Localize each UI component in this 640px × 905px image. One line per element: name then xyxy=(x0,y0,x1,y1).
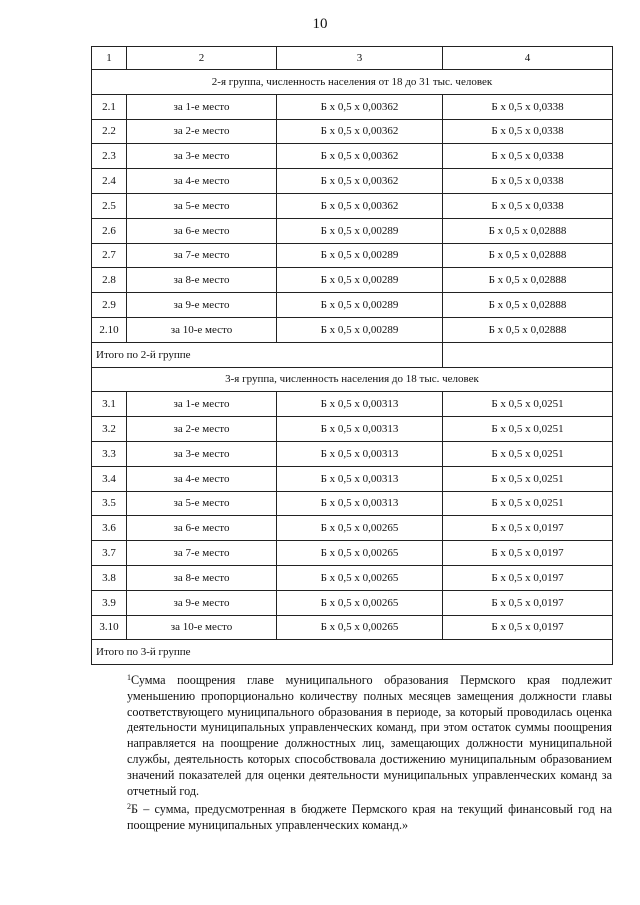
page-number: 10 xyxy=(312,16,328,32)
footnote-1-text: Сумма поощрения главе муниципального образования Пермского края подлежит уменьшению пропорционально количеству полных месяцев замещения должности главы соответствующего муниципального образования в периоде, за который проводилась оценка деятельности муниципальных управленческих команд, при этом остаток суммы поощрения направляется на поощрение должностных лиц, замещающих должности муниципальной службы, деятельность которых способствовала достижению муниципальным образованием значений показателей для оценки деятельности муниципальных управленческих команд за отчетный год. xyxy=(127,673,612,798)
row-number: 3.3 xyxy=(92,441,127,466)
place-cell: за 8-е место xyxy=(127,565,277,590)
group-title-row xyxy=(92,70,613,95)
formula-cell: Б х 0,5 х 0,00313 xyxy=(277,392,443,417)
row-number: 2.6 xyxy=(92,218,127,243)
table-row xyxy=(92,218,613,243)
formula-cell: Б х 0,5 х 0,0338 xyxy=(443,193,613,218)
place-cell: за 2-е место xyxy=(127,417,277,442)
place-cell: за 7-е место xyxy=(127,541,277,566)
header-cell: 3 xyxy=(277,47,443,70)
table-body xyxy=(92,47,613,665)
formula-cell: Б х 0,5 х 0,00313 xyxy=(277,466,443,491)
place-cell: за 10-е место xyxy=(127,615,277,640)
group-3-title: 3-я группа, численность населения до 18 тыс. человек xyxy=(92,367,613,392)
footnote-1 xyxy=(91,670,612,799)
formula-cell: Б х 0,5 х 0,0251 xyxy=(443,466,613,491)
table-header-row xyxy=(92,47,613,70)
row-number: 2.3 xyxy=(92,144,127,169)
place-cell: за 7-е место xyxy=(127,243,277,268)
total-row xyxy=(92,640,613,665)
formula-cell: Б х 0,5 х 0,00313 xyxy=(277,441,443,466)
formula-cell: Б х 0,5 х 0,00265 xyxy=(277,516,443,541)
footnote-1-mark: 1 xyxy=(127,673,131,682)
formula-cell: Б х 0,5 х 0,0251 xyxy=(443,441,613,466)
table-row xyxy=(92,615,613,640)
formula-cell: Б х 0,5 х 0,0197 xyxy=(443,565,613,590)
formula-cell: Б х 0,5 х 0,02888 xyxy=(443,268,613,293)
table-row xyxy=(92,541,613,566)
table-row xyxy=(92,317,613,342)
table-row xyxy=(92,243,613,268)
formula-cell: Б х 0,5 х 0,02888 xyxy=(443,317,613,342)
header-cell: 1 xyxy=(92,47,127,70)
formula-cell: Б х 0,5 х 0,0197 xyxy=(443,615,613,640)
formula-cell: Б х 0,5 х 0,02888 xyxy=(443,293,613,318)
formula-cell: Б х 0,5 х 0,0197 xyxy=(443,590,613,615)
formula-cell: Б х 0,5 х 0,02888 xyxy=(443,243,613,268)
formula-cell: Б х 0,5 х 0,0338 xyxy=(443,144,613,169)
table-row xyxy=(92,268,613,293)
footnote-2 xyxy=(91,799,612,834)
header-cell: 4 xyxy=(443,47,613,70)
formula-cell: Б х 0,5 х 0,00289 xyxy=(277,293,443,318)
row-number: 2.5 xyxy=(92,193,127,218)
footnote-2-text: Б – сумма, предусмотренная в бюджете Пермского края на текущий финансовый год на поощрение муниципальных управленческих команд.» xyxy=(127,802,612,833)
place-cell: за 9-е место xyxy=(127,293,277,318)
row-number: 2.10 xyxy=(92,317,127,342)
formula-cell: Б х 0,5 х 0,00362 xyxy=(277,193,443,218)
formula-cell: Б х 0,5 х 0,0338 xyxy=(443,119,613,144)
formula-cell: Б х 0,5 х 0,00289 xyxy=(277,243,443,268)
table-row xyxy=(92,119,613,144)
place-cell: за 4-е место xyxy=(127,169,277,194)
formula-cell: Б х 0,5 х 0,00265 xyxy=(277,565,443,590)
row-number: 2.8 xyxy=(92,268,127,293)
place-cell: за 8-е место xyxy=(127,268,277,293)
row-number: 2.7 xyxy=(92,243,127,268)
group-title-row xyxy=(92,367,613,392)
table-row xyxy=(92,516,613,541)
formula-cell: Б х 0,5 х 0,00362 xyxy=(277,119,443,144)
total-row xyxy=(92,342,613,367)
row-number: 2.1 xyxy=(92,94,127,119)
formula-cell: Б х 0,5 х 0,0338 xyxy=(443,169,613,194)
table-row xyxy=(92,466,613,491)
table-row xyxy=(92,169,613,194)
table-row xyxy=(92,392,613,417)
place-cell: за 3-е место xyxy=(127,441,277,466)
place-cell: за 6-е место xyxy=(127,218,277,243)
formula-cell: Б х 0,5 х 0,0197 xyxy=(443,516,613,541)
table-row xyxy=(92,193,613,218)
row-number: 3.10 xyxy=(92,615,127,640)
formula-cell: Б х 0,5 х 0,0338 xyxy=(443,94,613,119)
table-row xyxy=(92,590,613,615)
table-row xyxy=(92,417,613,442)
place-cell: за 1-е место xyxy=(127,392,277,417)
table-row xyxy=(92,565,613,590)
place-cell: за 6-е место xyxy=(127,516,277,541)
row-number: 3.8 xyxy=(92,565,127,590)
group-2-title: 2-я группа, численность населения от 18 до 31 тыс. человек xyxy=(92,70,613,95)
formula-cell: Б х 0,5 х 0,0251 xyxy=(443,417,613,442)
place-cell: за 3-е место xyxy=(127,144,277,169)
row-number: 3.5 xyxy=(92,491,127,516)
place-cell: за 1-е место xyxy=(127,94,277,119)
formula-cell: Б х 0,5 х 0,00289 xyxy=(277,218,443,243)
row-number: 3.7 xyxy=(92,541,127,566)
place-cell: за 5-е место xyxy=(127,491,277,516)
place-cell: за 2-е место xyxy=(127,119,277,144)
formula-cell: Б х 0,5 х 0,0251 xyxy=(443,491,613,516)
table-row xyxy=(92,94,613,119)
reward-table xyxy=(91,46,613,665)
table-row xyxy=(92,293,613,318)
formula-cell: Б х 0,5 х 0,00362 xyxy=(277,94,443,119)
row-number: 3.6 xyxy=(92,516,127,541)
formula-cell: Б х 0,5 х 0,00265 xyxy=(277,590,443,615)
place-cell: за 9-е место xyxy=(127,590,277,615)
group-3-total: Итого по 3-й группе xyxy=(92,640,613,665)
row-number: 2.2 xyxy=(92,119,127,144)
formula-cell: Б х 0,5 х 0,00313 xyxy=(277,417,443,442)
place-cell: за 10-е место xyxy=(127,317,277,342)
total-value-cell xyxy=(443,342,613,367)
table-row xyxy=(92,144,613,169)
row-number: 3.4 xyxy=(92,466,127,491)
row-number: 3.9 xyxy=(92,590,127,615)
group-2-total: Итого по 2-й группе xyxy=(92,342,443,367)
footnotes xyxy=(91,670,612,834)
formula-cell: Б х 0,5 х 0,00265 xyxy=(277,541,443,566)
row-number: 2.4 xyxy=(92,169,127,194)
table-row xyxy=(92,491,613,516)
formula-cell: Б х 0,5 х 0,00289 xyxy=(277,317,443,342)
formula-cell: Б х 0,5 х 0,00265 xyxy=(277,615,443,640)
formula-cell: Б х 0,5 х 0,00313 xyxy=(277,491,443,516)
row-number: 3.2 xyxy=(92,417,127,442)
formula-cell: Б х 0,5 х 0,00362 xyxy=(277,169,443,194)
header-cell: 2 xyxy=(127,47,277,70)
footnote-2-mark: 2 xyxy=(127,802,131,812)
table-row xyxy=(92,441,613,466)
formula-cell: Б х 0,5 х 0,0197 xyxy=(443,541,613,566)
place-cell: за 4-е место xyxy=(127,466,277,491)
place-cell: за 5-е место xyxy=(127,193,277,218)
formula-cell: Б х 0,5 х 0,00362 xyxy=(277,144,443,169)
formula-cell: Б х 0,5 х 0,00289 xyxy=(277,268,443,293)
row-number: 3.1 xyxy=(92,392,127,417)
row-number: 2.9 xyxy=(92,293,127,318)
formula-cell: Б х 0,5 х 0,02888 xyxy=(443,218,613,243)
formula-cell: Б х 0,5 х 0,0251 xyxy=(443,392,613,417)
